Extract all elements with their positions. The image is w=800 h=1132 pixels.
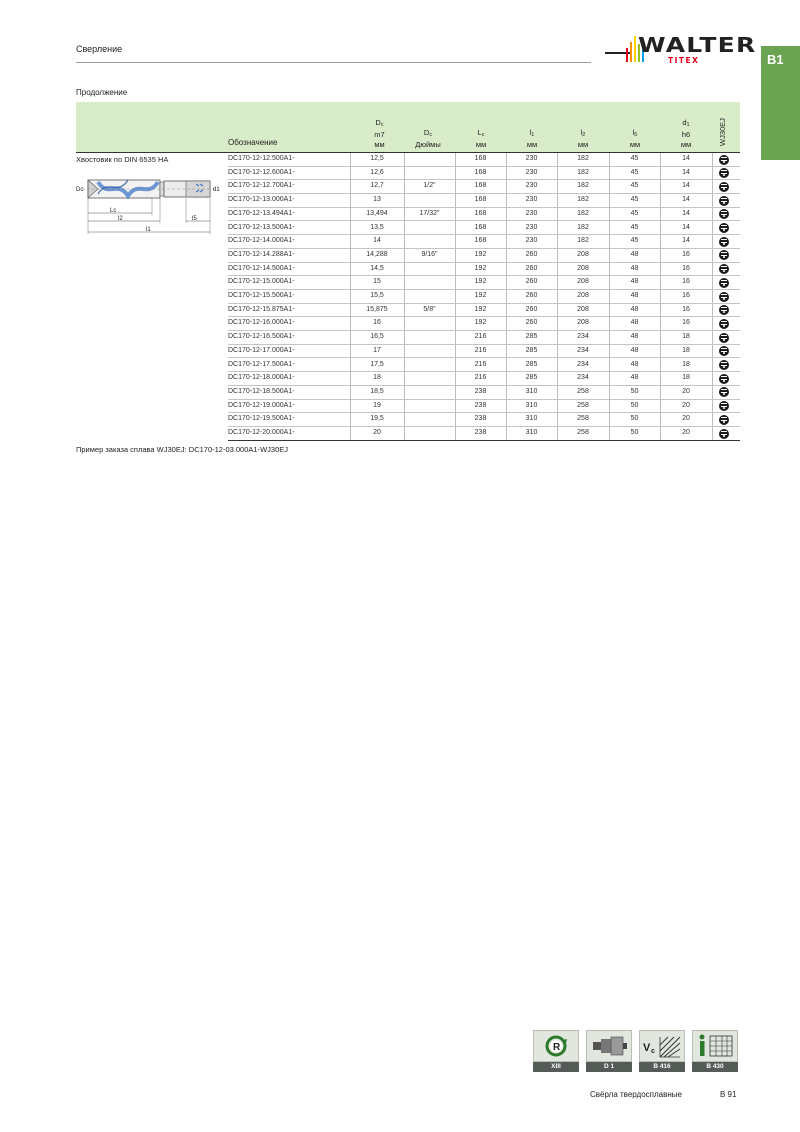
cell-designation: DC170-12-17.500A1- bbox=[228, 360, 295, 368]
grade-availability-icon bbox=[719, 264, 729, 274]
cell-l1: 285 bbox=[525, 333, 538, 341]
svg-text:R: R bbox=[553, 1042, 561, 1053]
table-row bbox=[228, 372, 740, 386]
cell-l1: 310 bbox=[525, 387, 538, 395]
cell-l2: 208 bbox=[577, 305, 589, 313]
cell-dc: 15 bbox=[373, 278, 381, 286]
cell-d1: 18 bbox=[682, 374, 690, 382]
cell-dc: 14,5 bbox=[370, 264, 384, 272]
cell-designation: DC170-12-13.000A1- bbox=[228, 196, 295, 204]
cell-dc: 12,5 bbox=[370, 155, 384, 162]
cell-l2: 258 bbox=[577, 429, 589, 436]
grade-availability-icon bbox=[719, 223, 729, 233]
col-header-d1: d1 h6 мм bbox=[680, 118, 692, 149]
badge-label: B 430 bbox=[692, 1062, 738, 1072]
col-header-lc: Lc мм bbox=[475, 128, 487, 149]
cell-designation: DC170-12-20.000A1- bbox=[228, 429, 295, 436]
badge-b430[interactable] bbox=[692, 1030, 738, 1072]
grade-availability-icon bbox=[719, 387, 729, 397]
cell-designation: DC170-12-15.000A1- bbox=[228, 278, 295, 286]
cell-l5: 45 bbox=[630, 168, 639, 176]
grade-availability-icon bbox=[719, 401, 729, 411]
col-header-designation: Обозначение bbox=[228, 138, 278, 147]
cell-lc: 216 bbox=[474, 374, 487, 382]
cell-designation: DC170-12-13.494A1- bbox=[228, 209, 295, 217]
table-row bbox=[228, 208, 740, 222]
grade-availability-icon bbox=[719, 278, 729, 288]
fig-label-dc: Dc bbox=[76, 187, 84, 193]
cell-l2: 182 bbox=[577, 168, 589, 176]
cell-lc: 168 bbox=[474, 196, 487, 204]
cell-inch: 5/8" bbox=[423, 305, 436, 313]
cell-l1: 230 bbox=[525, 223, 538, 231]
grade-availability-icon bbox=[719, 346, 729, 356]
grade-availability-icon bbox=[719, 182, 729, 192]
cell-l5: 48 bbox=[630, 333, 639, 341]
cell-l1: 310 bbox=[525, 401, 538, 409]
cell-designation: DC170-12-14.000A1- bbox=[228, 237, 295, 245]
cell-lc: 192 bbox=[474, 278, 487, 286]
cell-l1: 285 bbox=[525, 346, 538, 354]
cell-d1: 14 bbox=[682, 182, 690, 190]
col-header-grade: WJ30EJ bbox=[718, 118, 727, 146]
grade-availability-icon bbox=[719, 429, 729, 439]
cell-l5: 45 bbox=[630, 182, 639, 190]
cell-dc: 18,5 bbox=[370, 387, 384, 395]
cell-l1: 285 bbox=[525, 374, 538, 382]
order-example: Пример заказа сплава WJ30EJ: DC170-12-03.000A1-WJ30EJ bbox=[76, 445, 288, 454]
cell-l1: 310 bbox=[525, 415, 538, 423]
cell-l5: 48 bbox=[630, 360, 639, 368]
cell-l2: 182 bbox=[577, 237, 589, 245]
cutting-data-vc-icon bbox=[639, 1030, 685, 1062]
col-header-l5: l5 мм bbox=[629, 128, 641, 149]
cell-l1: 230 bbox=[525, 155, 538, 162]
cell-designation: DC170-12-18.000A1- bbox=[228, 374, 295, 382]
fig-label-l5: l5 bbox=[192, 216, 197, 222]
table-row bbox=[228, 331, 740, 345]
cell-dc: 13,494 bbox=[366, 209, 388, 217]
cell-d1: 18 bbox=[682, 346, 690, 354]
cell-dc: 15,5 bbox=[370, 292, 384, 299]
cell-dc: 19 bbox=[373, 401, 381, 409]
table-row bbox=[228, 317, 740, 331]
header-divider bbox=[76, 62, 591, 63]
cell-l2: 208 bbox=[577, 278, 589, 286]
cell-lc: 168 bbox=[474, 182, 487, 190]
badge-d1[interactable] bbox=[586, 1030, 632, 1072]
grade-availability-icon bbox=[719, 374, 729, 384]
cell-d1: 20 bbox=[682, 415, 690, 423]
grade-availability-icon bbox=[719, 360, 729, 370]
cell-dc: 15,875 bbox=[366, 305, 388, 313]
cell-l1: 230 bbox=[525, 182, 538, 190]
cell-l1: 285 bbox=[525, 360, 538, 368]
table-row bbox=[228, 167, 740, 181]
grade-availability-icon bbox=[719, 292, 729, 302]
cell-designation: DC170-12-12.500A1- bbox=[228, 155, 295, 162]
table-row bbox=[228, 345, 740, 359]
cell-l2: 182 bbox=[577, 209, 589, 217]
cell-dc: 12,7 bbox=[370, 182, 384, 190]
cell-l5: 48 bbox=[630, 292, 639, 299]
cell-l2: 208 bbox=[577, 250, 589, 258]
table-row bbox=[228, 153, 740, 167]
col-header-dc-m7: Dc m7 мм bbox=[374, 118, 385, 149]
cell-dc: 13 bbox=[373, 196, 381, 204]
cell-l1: 310 bbox=[525, 429, 538, 436]
cell-lc: 192 bbox=[474, 319, 487, 327]
cell-l5: 48 bbox=[630, 250, 639, 258]
cell-designation: DC170-12-14.500A1- bbox=[228, 264, 295, 272]
cell-l1: 230 bbox=[525, 168, 538, 176]
table-row bbox=[228, 304, 740, 318]
cell-l1: 260 bbox=[525, 305, 538, 313]
cell-l5: 45 bbox=[630, 223, 639, 231]
cell-lc: 168 bbox=[474, 237, 487, 245]
table-row bbox=[228, 222, 740, 236]
grade-availability-icon bbox=[719, 237, 729, 247]
logo-brand: WALTER bbox=[638, 33, 757, 57]
cell-l5: 50 bbox=[630, 387, 639, 395]
chapter-tab bbox=[761, 46, 800, 160]
cell-d1: 14 bbox=[682, 155, 690, 162]
cell-dc: 14 bbox=[373, 237, 381, 245]
cell-designation: DC170-12-19.500A1- bbox=[228, 415, 295, 423]
tool-holder-icon bbox=[586, 1030, 632, 1062]
cell-lc: 192 bbox=[474, 292, 487, 299]
cell-dc: 16,5 bbox=[370, 333, 384, 341]
cell-l1: 260 bbox=[525, 264, 538, 272]
shank-label: Хвостовик по DIN 6535 HA bbox=[76, 155, 169, 164]
cell-d1: 16 bbox=[682, 250, 690, 258]
cell-lc: 216 bbox=[474, 346, 487, 354]
cell-lc: 238 bbox=[474, 401, 487, 409]
cell-lc: 216 bbox=[474, 360, 487, 368]
recycle-r-icon bbox=[533, 1030, 579, 1062]
cell-d1: 14 bbox=[682, 196, 690, 204]
cell-dc: 16 bbox=[373, 319, 381, 327]
continued-label: Продолжение bbox=[76, 88, 128, 97]
chapter-tab-label: B1 bbox=[767, 52, 784, 67]
cell-l5: 48 bbox=[630, 264, 639, 272]
cell-l5: 50 bbox=[630, 415, 639, 423]
cell-l5: 45 bbox=[630, 237, 639, 245]
cell-lc: 192 bbox=[474, 305, 487, 313]
table-row bbox=[228, 359, 740, 373]
cell-dc: 14,288 bbox=[366, 250, 388, 258]
cell-lc: 168 bbox=[474, 209, 487, 217]
cell-l5: 45 bbox=[630, 155, 639, 162]
cell-dc: 17,5 bbox=[370, 360, 384, 368]
info-table-icon bbox=[692, 1030, 738, 1062]
cell-lc: 216 bbox=[474, 333, 487, 341]
table-row bbox=[228, 235, 740, 249]
cell-l5: 48 bbox=[630, 278, 639, 286]
cell-l2: 208 bbox=[577, 264, 589, 272]
cell-designation: DC170-12-12.700A1- bbox=[228, 182, 295, 190]
cell-l5: 48 bbox=[630, 374, 639, 382]
cell-d1: 16 bbox=[682, 278, 690, 286]
cell-d1: 16 bbox=[682, 305, 690, 313]
cell-d1: 14 bbox=[682, 168, 690, 176]
cell-l2: 182 bbox=[577, 182, 589, 190]
svg-text:V: V bbox=[643, 1042, 651, 1054]
fig-label-lc: Lc bbox=[110, 208, 117, 214]
cell-l2: 234 bbox=[577, 374, 589, 382]
cell-lc: 192 bbox=[474, 250, 487, 258]
cell-l2: 234 bbox=[577, 333, 589, 341]
cell-l2: 234 bbox=[577, 360, 589, 368]
cell-designation: DC170-12-15.500A1- bbox=[228, 292, 295, 299]
cell-dc: 17 bbox=[373, 346, 381, 354]
cell-l1: 230 bbox=[525, 209, 538, 217]
drill-drawing bbox=[74, 170, 224, 240]
page-number: B 91 bbox=[720, 1090, 737, 1099]
grade-availability-icon bbox=[719, 305, 729, 315]
table-row bbox=[228, 290, 740, 304]
table-row bbox=[228, 249, 740, 263]
cell-designation: DC170-12-15.875A1- bbox=[228, 305, 295, 313]
walter-titex-logo bbox=[602, 30, 757, 70]
badge-label: D 1 bbox=[586, 1062, 632, 1072]
cell-dc: 18 bbox=[373, 374, 381, 382]
badge-xiii[interactable] bbox=[533, 1030, 579, 1072]
logo-brand-sub: TITEX bbox=[668, 56, 700, 65]
cell-l2: 182 bbox=[577, 196, 589, 204]
badge-label: B 416 bbox=[639, 1062, 685, 1072]
cell-d1: 20 bbox=[682, 387, 690, 395]
cell-lc: 168 bbox=[474, 155, 487, 162]
grade-availability-icon bbox=[719, 196, 729, 206]
cell-designation: DC170-12-13.500A1- bbox=[228, 223, 295, 231]
cell-dc: 19,5 bbox=[370, 415, 384, 423]
cell-d1: 20 bbox=[682, 401, 690, 409]
table-row bbox=[228, 427, 740, 441]
badge-b416[interactable] bbox=[639, 1030, 685, 1072]
fig-label-d1: d1 bbox=[213, 187, 220, 193]
cell-l2: 208 bbox=[577, 319, 589, 327]
cell-d1: 16 bbox=[682, 292, 690, 299]
cell-l2: 234 bbox=[577, 346, 589, 354]
cell-l5: 45 bbox=[630, 209, 639, 217]
col-header-l1: l1 мм bbox=[526, 128, 538, 149]
cell-designation: DC170-12-19.000A1- bbox=[228, 401, 295, 409]
table-row bbox=[228, 400, 740, 414]
svg-text:c: c bbox=[651, 1048, 655, 1055]
cell-designation: DC170-12-17.000A1- bbox=[228, 346, 295, 354]
cell-inch: 17/32" bbox=[419, 209, 440, 217]
fig-label-l1: l1 bbox=[146, 227, 151, 233]
table-row bbox=[228, 180, 740, 194]
cell-l2: 258 bbox=[577, 387, 589, 395]
table-row bbox=[228, 386, 740, 400]
cell-lc: 192 bbox=[474, 264, 487, 272]
cell-d1: 14 bbox=[682, 209, 690, 217]
table-row bbox=[228, 263, 740, 277]
grade-availability-icon bbox=[719, 250, 729, 260]
cell-lc: 238 bbox=[474, 387, 487, 395]
cell-designation: DC170-12-14.288A1- bbox=[228, 250, 295, 258]
cell-dc: 12,6 bbox=[370, 168, 384, 176]
cell-l5: 50 bbox=[630, 429, 639, 436]
cell-l1: 230 bbox=[525, 237, 538, 245]
cell-lc: 238 bbox=[474, 415, 487, 423]
cell-l2: 258 bbox=[577, 401, 589, 409]
table-row bbox=[228, 194, 740, 208]
cell-d1: 16 bbox=[682, 264, 690, 272]
cell-lc: 238 bbox=[474, 429, 487, 436]
cell-dc: 13,5 bbox=[370, 223, 384, 231]
grade-availability-icon bbox=[719, 209, 729, 219]
cell-d1: 14 bbox=[682, 237, 690, 245]
grade-availability-icon bbox=[719, 333, 729, 343]
footer-title: Свёрла твердосплавные bbox=[590, 1090, 682, 1099]
cell-designation: DC170-12-12.600A1- bbox=[228, 168, 295, 176]
cell-l2: 182 bbox=[577, 155, 589, 162]
cell-d1: 14 bbox=[682, 223, 690, 231]
fig-label-l2: l2 bbox=[118, 216, 123, 222]
table-row bbox=[228, 413, 740, 427]
cell-l1: 260 bbox=[525, 278, 538, 286]
grade-availability-icon bbox=[719, 319, 729, 329]
cell-designation: DC170-12-18.500A1- bbox=[228, 387, 295, 395]
cell-d1: 18 bbox=[682, 333, 690, 341]
cell-inch: 1/2" bbox=[423, 182, 436, 190]
col-header-dc-inch: Dc Дюймы bbox=[415, 128, 441, 149]
grade-availability-icon bbox=[719, 168, 729, 178]
cell-l1: 230 bbox=[525, 196, 538, 204]
cell-l5: 50 bbox=[630, 401, 639, 409]
cell-lc: 168 bbox=[474, 223, 487, 231]
cell-l2: 182 bbox=[577, 223, 589, 231]
cell-d1: 18 bbox=[682, 360, 690, 368]
cell-l2: 258 bbox=[577, 415, 589, 423]
col-header-l2: l2 мм bbox=[577, 128, 589, 149]
cell-lc: 168 bbox=[474, 168, 487, 176]
cell-dc: 20 bbox=[373, 429, 381, 436]
cell-d1: 20 bbox=[682, 429, 690, 436]
cell-l2: 208 bbox=[577, 292, 589, 299]
cell-l5: 45 bbox=[630, 196, 639, 204]
cell-d1: 16 bbox=[682, 319, 690, 327]
grade-availability-icon bbox=[719, 155, 729, 165]
cell-l1: 260 bbox=[525, 250, 538, 258]
badge-label: XIII bbox=[533, 1062, 579, 1072]
grade-availability-icon bbox=[719, 415, 729, 425]
cell-l5: 48 bbox=[630, 346, 639, 354]
section-title: Сверление bbox=[76, 44, 123, 54]
cell-designation: DC170-12-16.000A1- bbox=[228, 319, 295, 327]
cell-l1: 260 bbox=[525, 319, 538, 327]
table-row bbox=[228, 276, 740, 290]
cell-l1: 260 bbox=[525, 292, 538, 299]
cell-l5: 48 bbox=[630, 305, 639, 313]
cell-designation: DC170-12-16.500A1- bbox=[228, 333, 295, 341]
cell-inch: 9/16" bbox=[421, 250, 438, 258]
cell-l5: 48 bbox=[630, 319, 639, 327]
